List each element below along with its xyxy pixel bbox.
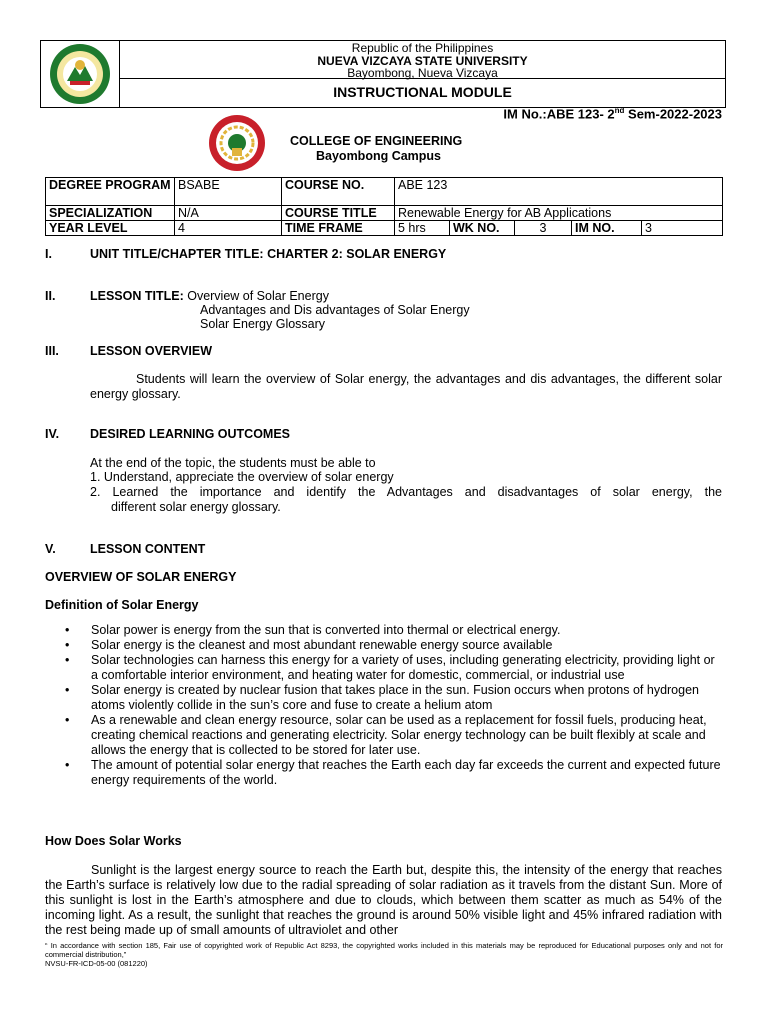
- header-line-republic: Republic of the Philippines: [351, 41, 494, 55]
- specialization-label: SPECIALIZATION: [46, 206, 175, 221]
- outcome-item-1: 1. Understand, appreciate the overview of solar energy: [90, 470, 394, 484]
- course-no-value: ABE 123: [395, 178, 723, 206]
- footer: [45, 941, 723, 968]
- im-no-value: 3: [642, 221, 723, 236]
- time-frame-label: TIME FRAME: [282, 221, 395, 236]
- lesson-overview-text: Students will learn the overview of Solar energy, the advantages and dis advantages, the different solar energy glossary.: [90, 372, 722, 401]
- section-4-number: IV.: [45, 427, 60, 441]
- course-title-value: Renewable Energy for AB Applications: [395, 206, 723, 221]
- lesson-title: [90, 289, 329, 304]
- course-info-table: [45, 177, 723, 236]
- outcome-item-2: 2. Learned the importance and identify the Advantages and disadvantages of solar energy, the: [90, 485, 722, 499]
- definition-bullet-list: [65, 623, 721, 788]
- time-frame-value: 5 hrs: [395, 221, 450, 236]
- lesson-title-line-2: Advantages and Dis advantages of Solar Energy: [200, 303, 470, 317]
- lesson-title-line-1: Overview of Solar Energy: [183, 289, 329, 303]
- week-no-label: WK NO.: [450, 221, 515, 236]
- bullet-item: • Solar energy is created by nuclear fusion that takes place in the sun. Fusion occurs when protons of hydrogen atoms violently collide in the sun’s core and fuse to create a helium atom: [65, 683, 721, 713]
- college-block: [290, 134, 462, 164]
- document-header: [40, 40, 726, 108]
- degree-program-label: DEGREE PROGRAM: [46, 178, 175, 206]
- university-seal-icon: [41, 41, 119, 107]
- im-number: IM No.:ABE 123- 2nd Sem-2022-2023: [503, 106, 722, 122]
- section-4-title: DESIRED LEARNING OUTCOMES: [90, 427, 291, 441]
- im-no-label: IM NO.: [572, 221, 642, 236]
- header-line-location: Bayombong, Nueva Vizcaya: [347, 66, 498, 80]
- year-level-label: YEAR LEVEL: [46, 221, 175, 236]
- header-line-university: NUEVA VIZCAYA STATE UNIVERSITY: [317, 53, 528, 68]
- year-level-value: 4: [175, 221, 282, 236]
- bullet-item: • Solar energy is the cleanest and most abundant renewable energy source available: [65, 638, 721, 653]
- section-3-title: LESSON OVERVIEW: [90, 344, 213, 358]
- section-5-title: LESSON CONTENT: [90, 542, 206, 556]
- bullet-item: • Solar technologies can harness this energy for a variety of uses, including generating electricity, providing light or a comfortable interior environment, and heating water for domestic, commercial, or industrial use: [65, 653, 721, 683]
- lesson-title-label: LESSON TITLE:: [90, 289, 184, 303]
- college-campus: Bayombong Campus: [316, 149, 442, 163]
- outcomes-intro: At the end of the topic, the students must be able to: [90, 456, 376, 470]
- footer-disclaimer: “ In accordance with section 185, Fair use of copyrighted work of Republic Act 8293, the copyrighted works included in this materials may be reproduced for Educational purposes only and not for commercial distribution,”: [45, 941, 723, 959]
- university-seal-cell: [41, 41, 120, 107]
- bullet-item: • As a renewable and clean energy resource, solar can be used as a replacement for fossil fuels, producing heat, creating chemical reactions and generating electricity. Solar energy technology can be built flexibly at scale and allows the energy that is collected to be stored for later use.: [65, 713, 721, 758]
- definition-heading: Definition of Solar Energy: [45, 598, 199, 612]
- overview-heading: OVERVIEW OF SOLAR ENERGY: [45, 570, 237, 584]
- module-title: INSTRUCTIONAL MODULE: [333, 84, 512, 100]
- college-of-engineering-seal-icon: [208, 114, 266, 172]
- outcome-item-2-cont: different solar energy glossary.: [111, 500, 281, 514]
- header-institution: [120, 41, 725, 79]
- course-title-label: COURSE TITLE: [282, 206, 395, 221]
- lesson-title-line-3: Solar Energy Glossary: [200, 317, 326, 331]
- college-name: COLLEGE OF ENGINEERING: [290, 134, 463, 148]
- week-no-value: 3: [515, 221, 572, 236]
- how-solar-works-text: Sunlight is the largest energy source to reach the Earth but, despite this, the intensity of the energy that reaches the Earth’s surface is relatively low due to the radial spreading of solar radiation as it travels from the distant Sun. More of this sunlight is lost in the Earth’s atmosphere and due to clouds, which between them scatter as much as 54% of the incoming light. As a result, the sunlight that reaches the ground is around 50% visible light and 45% infrared radiation with the rest being made up of small amounts of ultraviolet and other: [45, 863, 722, 937]
- bullet-item: • Solar power is energy from the sun that is converted into thermal or electrical energy.: [65, 623, 721, 638]
- section-5-number: V.: [45, 542, 56, 556]
- footer-form-code: NVSU-FR-ICD-05-00 (081220): [45, 959, 148, 968]
- bullet-item: • The amount of potential solar energy that reaches the Earth each day far exceeds the current and expected future energy requirements of the world.: [65, 758, 721, 788]
- section-3-number: III.: [45, 344, 59, 358]
- section-1-title: UNIT TITLE/CHAPTER TITLE: CHARTER 2: SOLAR ENERGY: [90, 247, 447, 261]
- section-2-number: II.: [45, 289, 56, 303]
- degree-program-value: BSABE: [175, 178, 282, 206]
- how-solar-works-heading: How Does Solar Works: [45, 834, 182, 848]
- course-no-label: COURSE NO.: [282, 178, 395, 206]
- section-1-number: I.: [45, 247, 52, 261]
- specialization-value: N/A: [175, 206, 282, 221]
